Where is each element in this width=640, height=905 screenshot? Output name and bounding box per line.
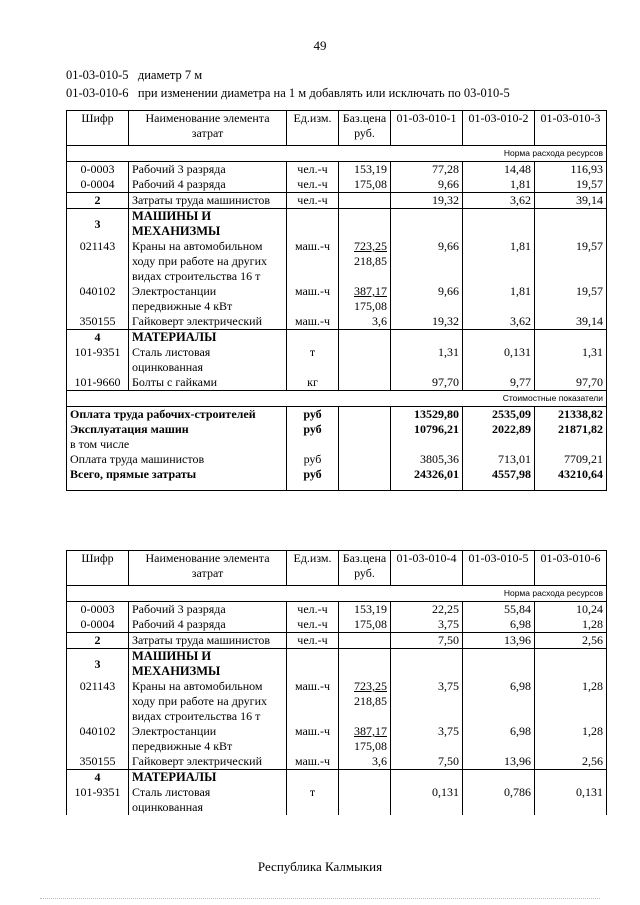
table-cell: 6,98 [463, 679, 535, 724]
table-cell: чел.-ч [287, 633, 339, 649]
table-cell: 0,131 [463, 345, 535, 375]
table-cell: Электростанции передвижные 4 кВт [129, 284, 287, 314]
table-cell: чел.-ч [287, 602, 339, 618]
table-cell: т [287, 785, 339, 815]
table-cell: 2535,09 [463, 407, 535, 423]
cost-row [67, 452, 607, 467]
table-cell: 3,75 [391, 679, 463, 724]
table-row [67, 602, 607, 618]
table-cell: Норма расхода ресурсов [67, 586, 607, 602]
table-cell: 0-0003 [67, 602, 129, 618]
norm-label-row [67, 586, 607, 602]
table-cell: 1,28 [535, 679, 607, 724]
table-row [67, 239, 607, 284]
cost-row [67, 407, 607, 423]
table-row [67, 193, 607, 209]
table-cell: Краны на автомобильном ходу при работе на других видах строительства 16 т [129, 239, 287, 284]
table-cell: 153,19 [339, 602, 391, 618]
table-cell [391, 649, 463, 680]
table-cell: маш.-ч [287, 724, 339, 754]
table-cell: Оплата труда машинистов [67, 452, 287, 467]
table-cell: 0-0004 [67, 177, 129, 193]
table-cell [463, 209, 535, 240]
table-cell: МАШИНЫ И МЕХАНИЗМЫ [129, 209, 287, 240]
table-row [67, 345, 607, 375]
table-cell: 0,786 [463, 785, 535, 815]
table-cell: Ед.изм. [287, 551, 339, 586]
table-cell: 3,75 [391, 617, 463, 633]
table-row [67, 284, 607, 314]
table-cell: 021143 [67, 239, 129, 284]
table-cell [287, 437, 339, 452]
table-cell: 2 [67, 633, 129, 649]
table-row [67, 375, 607, 391]
table-cell [339, 633, 391, 649]
table-cell: 0-0003 [67, 162, 129, 178]
table-cell [535, 770, 607, 786]
table-cell: 3,6 [339, 314, 391, 330]
table-cell: Шифр [67, 111, 129, 146]
table-cell: 3,62 [463, 193, 535, 209]
section-row-materials [67, 770, 607, 786]
table-row [67, 633, 607, 649]
table-cell: 2,56 [535, 754, 607, 770]
table-cell [463, 437, 535, 452]
table-cell: 101-9351 [67, 345, 129, 375]
cost-row [67, 437, 607, 452]
table-cell: 350155 [67, 314, 129, 330]
page-number: 49 [313, 38, 327, 53]
table-cell: Гайковерт электрический [129, 754, 287, 770]
table-cell: Затраты труда машинистов [129, 633, 287, 649]
table-cell: 01-03-010-4 [391, 551, 463, 586]
table-cell: 4 [67, 330, 129, 346]
table-cell: 1,28 [535, 724, 607, 754]
table-row [67, 162, 607, 178]
resource-table-2 [66, 550, 607, 815]
table-row [67, 679, 607, 724]
table-cell: 1,31 [535, 345, 607, 375]
table-cell: 10,24 [535, 602, 607, 618]
table-cell: 14,48 [463, 162, 535, 178]
table-cell: 7709,21 [535, 452, 607, 467]
table-cell: Болты с гайками [129, 375, 287, 391]
table-cell: 0,131 [535, 785, 607, 815]
table-cell: 3 [67, 649, 129, 680]
table-cell: МАТЕРИАЛЫ [129, 330, 287, 346]
table-cell: 19,57 [535, 284, 607, 314]
table-cell: 01-03-010-3 [535, 111, 607, 146]
table-cell: 6,98 [463, 724, 535, 754]
table-cell [287, 209, 339, 240]
table-cell: 9,77 [463, 375, 535, 391]
table-cell: Рабочий 4 разряда [129, 177, 287, 193]
table-cell: 723,25 218,85 [339, 239, 391, 284]
table-cell: 9,66 [391, 284, 463, 314]
table-cell: 55,84 [463, 602, 535, 618]
table-cell: маш.-ч [287, 239, 339, 284]
table-cell: чел.-ч [287, 193, 339, 209]
table-cell: 22,25 [391, 602, 463, 618]
table-cell: маш.-ч [287, 314, 339, 330]
table-cell: Ед.изм. [287, 111, 339, 146]
cost-label-row [67, 391, 607, 407]
table-cell: 3,6 [339, 754, 391, 770]
table-cell: Рабочий 3 разряда [129, 162, 287, 178]
section-row-machines [67, 649, 607, 680]
table-cell [391, 209, 463, 240]
table-cell: Сталь листовая оцинкованная [129, 785, 287, 815]
table-cell: Стоимостные показатели [67, 391, 607, 407]
table-cell: 101-9351 [67, 785, 129, 815]
table-cell: руб [287, 407, 339, 423]
table-cell [463, 330, 535, 346]
table-cell: 43210,64 [535, 467, 607, 491]
table-cell: 13,96 [463, 754, 535, 770]
table-cell: 021143 [67, 679, 129, 724]
table-cell: 01-03-010-6 [535, 551, 607, 586]
table-cell: 3 [67, 209, 129, 240]
table-cell: 13,96 [463, 633, 535, 649]
cost-row [67, 422, 607, 437]
table-cell: руб [287, 422, 339, 437]
table-cell: 0-0004 [67, 617, 129, 633]
table-cell: 1,81 [463, 177, 535, 193]
table-cell: 2 [67, 193, 129, 209]
table-cell: чел.-ч [287, 162, 339, 178]
cost-row [67, 467, 607, 491]
table-cell: 01-03-010-5 [463, 551, 535, 586]
table-cell: Всего, прямые затраты [67, 467, 287, 491]
section-row-materials [67, 330, 607, 346]
table-cell: 713,01 [463, 452, 535, 467]
table-cell: 040102 [67, 724, 129, 754]
table-cell [339, 467, 391, 491]
resource-table-1 [66, 110, 607, 491]
table-cell: 21871,82 [535, 422, 607, 437]
table-cell: 1,81 [463, 239, 535, 284]
table-cell: 24326,01 [391, 467, 463, 491]
table-cell: маш.-ч [287, 284, 339, 314]
table-cell: в том числе [67, 437, 287, 452]
table-cell: чел.-ч [287, 177, 339, 193]
table-cell: т [287, 345, 339, 375]
table-cell: руб [287, 452, 339, 467]
table-cell: 350155 [67, 754, 129, 770]
table-cell [339, 422, 391, 437]
table-cell: 7,50 [391, 633, 463, 649]
table-cell: 97,70 [535, 375, 607, 391]
table-cell [339, 649, 391, 680]
table-cell [339, 437, 391, 452]
table-cell [391, 330, 463, 346]
table-row [67, 724, 607, 754]
table-cell [287, 330, 339, 346]
table-cell: 9,66 [391, 239, 463, 284]
table-cell: Электростанции передвижные 4 кВт [129, 724, 287, 754]
table-cell: Наименование элемента затрат [129, 551, 287, 586]
table-cell: 2022,89 [463, 422, 535, 437]
table-cell: 01-03-010-2 [463, 111, 535, 146]
table-cell: 4557,98 [463, 467, 535, 491]
table-row [67, 314, 607, 330]
table-cell: Баз.цена руб. [339, 551, 391, 586]
table-row [67, 617, 607, 633]
table-cell: 21338,82 [535, 407, 607, 423]
table-cell [339, 452, 391, 467]
table-cell [535, 649, 607, 680]
header-line-2: 01-03-010-6 при изменении диаметра на 1 м добавлять или исключать по 03-010-5 [66, 86, 510, 100]
table-cell: Сталь листовая оцинкованная [129, 345, 287, 375]
table-cell: Рабочий 3 разряда [129, 602, 287, 618]
table-cell: 153,19 [339, 162, 391, 178]
table-cell: 10796,21 [391, 422, 463, 437]
table-cell: 1,28 [535, 617, 607, 633]
table-cell: 7,50 [391, 754, 463, 770]
table-cell [535, 209, 607, 240]
table-cell: 1,81 [463, 284, 535, 314]
table-cell: 97,70 [391, 375, 463, 391]
table-row [67, 754, 607, 770]
table-cell: 13529,80 [391, 407, 463, 423]
table-row [67, 177, 607, 193]
table-cell: 39,14 [535, 193, 607, 209]
table-cell [339, 407, 391, 423]
table-cell [463, 649, 535, 680]
table-cell [535, 437, 607, 452]
table-cell [339, 770, 391, 786]
table-cell [463, 770, 535, 786]
table-cell [287, 770, 339, 786]
norm-label-row [67, 146, 607, 162]
table-cell: 3805,36 [391, 452, 463, 467]
table-cell: МАШИНЫ И МЕХАНИЗМЫ [129, 649, 287, 680]
table-cell: 175,08 [339, 177, 391, 193]
table-cell: 9,66 [391, 177, 463, 193]
table-cell [339, 345, 391, 375]
table-cell: Норма расхода ресурсов [67, 146, 607, 162]
table-cell: 0,131 [391, 785, 463, 815]
table-cell: руб [287, 467, 339, 491]
table-cell: 19,32 [391, 193, 463, 209]
table-cell: 387,17 175,08 [339, 724, 391, 754]
table-row [67, 785, 607, 815]
section-row-machines [67, 209, 607, 240]
table-cell: Затраты труда машинистов [129, 193, 287, 209]
table-cell [339, 193, 391, 209]
table-cell: маш.-ч [287, 754, 339, 770]
table-cell: 2,56 [535, 633, 607, 649]
table-cell: 4 [67, 770, 129, 786]
table-cell: Рабочий 4 разряда [129, 617, 287, 633]
table-cell: Наименование элемента затрат [129, 111, 287, 146]
table-cell: 116,93 [535, 162, 607, 178]
table-cell: 6,98 [463, 617, 535, 633]
table-cell [391, 437, 463, 452]
table-header [67, 551, 607, 586]
table-cell [339, 785, 391, 815]
table-cell: Эксплуатация машин [67, 422, 287, 437]
header-line-1: 01-03-010-5 диаметр 7 м [66, 68, 203, 82]
table-cell: 1,31 [391, 345, 463, 375]
table-cell: Гайковерт электрический [129, 314, 287, 330]
table-cell: 19,32 [391, 314, 463, 330]
table-cell: кг [287, 375, 339, 391]
table-cell: 19,57 [535, 239, 607, 284]
table-cell: 19,57 [535, 177, 607, 193]
footer-region: Республика Калмыкия [257, 859, 383, 874]
table-cell: 387,17 175,08 [339, 284, 391, 314]
table-cell: 723,25 218,85 [339, 679, 391, 724]
table-cell: Шифр [67, 551, 129, 586]
table-cell: маш.-ч [287, 679, 339, 724]
table-cell [339, 375, 391, 391]
table-cell: 040102 [67, 284, 129, 314]
table-cell: 39,14 [535, 314, 607, 330]
table-cell: Оплата труда рабочих-строителей [67, 407, 287, 423]
table-cell: 01-03-010-1 [391, 111, 463, 146]
scan-edge-line [40, 898, 600, 899]
table-cell: 101-9660 [67, 375, 129, 391]
table-cell: МАТЕРИАЛЫ [129, 770, 287, 786]
table-cell: 77,28 [391, 162, 463, 178]
table-cell [339, 330, 391, 346]
table-cell [391, 770, 463, 786]
table-cell: Краны на автомобильном ходу при работе на других видах строительства 16 т [129, 679, 287, 724]
table-cell: 3,62 [463, 314, 535, 330]
table-cell: чел.-ч [287, 617, 339, 633]
table-cell: Баз.цена руб. [339, 111, 391, 146]
table-cell: 175,08 [339, 617, 391, 633]
table-header [67, 111, 607, 146]
table-cell: 3,75 [391, 724, 463, 754]
table-cell [535, 330, 607, 346]
table-cell [339, 209, 391, 240]
table-cell [287, 649, 339, 680]
